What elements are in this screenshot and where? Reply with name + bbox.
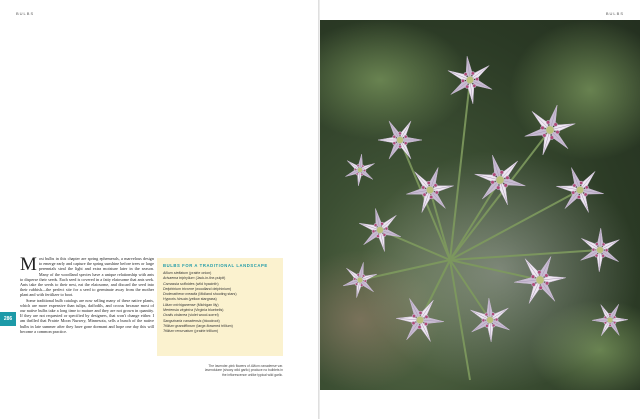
- paragraph-1: [20, 256, 154, 298]
- list-item: Lilium michiganense (Michigan lily): [163, 302, 219, 307]
- list-item: Mertensia virginica (Virginia bluebells): [163, 308, 224, 313]
- body-text: [20, 256, 154, 334]
- paragraph-2: Some traditional bulb catalogs are now selling many of these native plants, which are more expensive than tulips, daffodils, and crocus because most of our native bulbs take a long time to mature and they are not grown in quantity. If they are not requested or specified by designers, that won't change either. I am thrilled that Prairie Moon Nursery, Minnesota, sells a bunch of the native bulbs in late summer after they have gone dormant and hope one day this will become a common practice.: [20, 297, 154, 334]
- allium-floret: [345, 154, 374, 186]
- list-item: Allium stellatum (prairie onion): [163, 271, 212, 275]
- drop-cap: M: [20, 254, 37, 275]
- left-page: [0, 0, 318, 419]
- list-item: Camassia scilloides (wild hyacinth): [163, 281, 219, 286]
- sidebar-list: [163, 271, 277, 335]
- list-item: Sanguinaria canadensis (bloodroot): [163, 318, 220, 323]
- list-item: Hypoxis hirsuta (yellow stargrass): [163, 297, 217, 302]
- paragraph-1-text: ost bulbs in this chapter are spring ephemerals, a marvelous design to emerge early and capture the spring sunshine before trees or large perennials steal the light and extra moisture later in the season. Many of the woodland species have a unique relationship with ants to disperse their seeds. Each seed is covered in a fatty elaiosome that ants seek. Ants take the seeds to their nest, eat the elaiosome, and discard the seed into their rubbish—the perfect site for a seed to germinate away from the mother plant and with fertilizer to boot.: [20, 256, 154, 298]
- flower-illustration: [320, 20, 640, 390]
- list-item: Delphinium tricorne (woodland delphinium): [163, 286, 232, 291]
- running-head-left: BULBS: [16, 11, 35, 16]
- sidebar-title: BULBS FOR A TRADITIONAL LANDSCAPE: [163, 263, 268, 268]
- running-head-right: BULBS: [605, 11, 624, 16]
- list-item: Dodecatheon meadia (Midland shooting stars): [163, 292, 237, 297]
- list-item: Oxalis violacea (violet wood-sorrel): [163, 313, 219, 318]
- sidebar-box: [157, 258, 283, 356]
- list-item: Trillium recurvatum (prairie trillium): [163, 329, 219, 334]
- page-number: 286: [0, 312, 16, 326]
- list-item: Arisaema triphyllum (Jack-in-the-pulpit): [163, 276, 226, 281]
- list-item: Trillium grandiflorum (large-flowered trillium): [163, 323, 233, 328]
- photo-caption: The lavender-pink flowers of Allium canadense var. lavendulare (showy wild garlic) produce no bulblets in the inflorescence unlike typical wild garlic.: [204, 364, 283, 377]
- allium-flower-photo: [320, 20, 640, 390]
